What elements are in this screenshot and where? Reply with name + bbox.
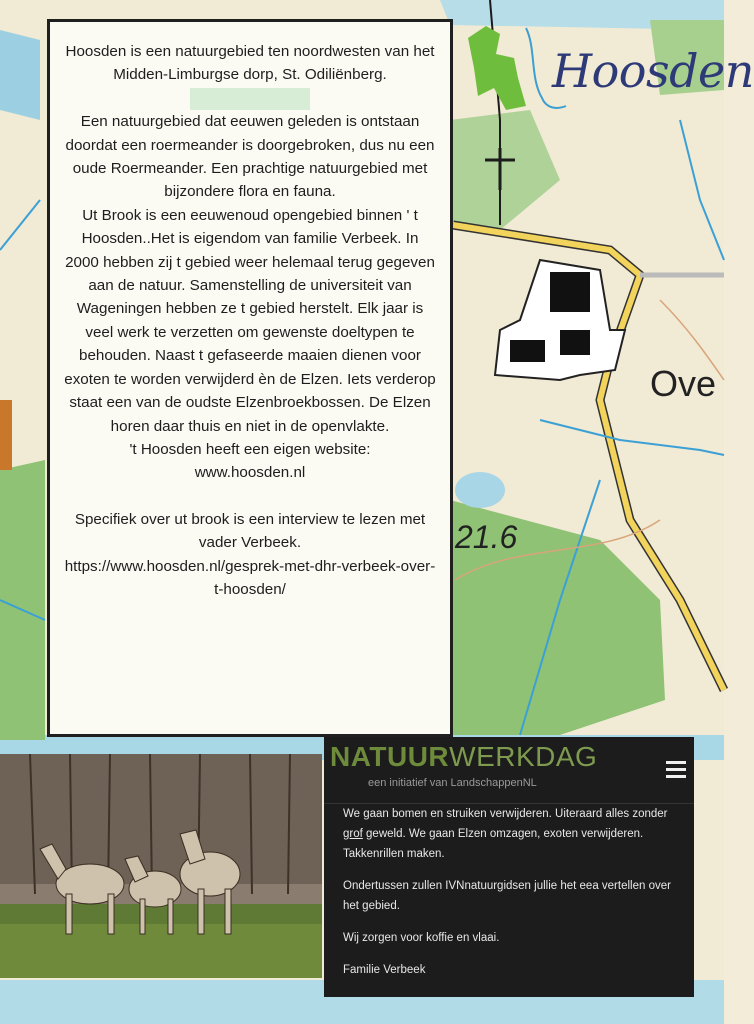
brand-tagline: een initiatief van LandschappenNL xyxy=(368,777,537,789)
logo-text: Hoosden xyxy=(552,44,754,98)
horses-photo xyxy=(0,754,322,978)
brook-paragraph: Ut Brook is een eeuwenoud opengebied binnen ' t Hoosden..Het is eigendom van familie Verbeek. In 2000 hebben zij t gebied weer helemaal terug gegeven aan de natuur. Samenstelling de universiteit van Wageningen hebben ze t gebied herstelt. Elk jaar is veel werk te verzetten om gewenste doeltypen te behouden. Naast t gefaseerde maaien dienen voor exoten te worden verwijderd èn de Elzen. Iets verderop staat een van de oudste Elzenbroekbossen. De Elzen horen daar thuis en niet in de openvlakte. xyxy=(64,206,436,435)
highlight-block xyxy=(190,88,310,110)
website-link[interactable]: www.hoosden.nl xyxy=(194,464,306,482)
hamburger-menu-icon[interactable] xyxy=(666,761,686,779)
coffee-paragraph: Wij zorgen voor koffie en vlaai. xyxy=(343,932,500,944)
interview-link[interactable]: https://www.hoosden.nl/gesprek-met-dhr-verbeek-over-t-hoosden/ xyxy=(64,557,436,598)
map-label-height: 21.6 xyxy=(455,519,518,555)
signature: Familie Verbeek xyxy=(343,964,426,976)
info-card xyxy=(47,19,453,737)
map-label-place: Ove xyxy=(650,363,717,404)
brand-part1: NATUUR xyxy=(330,741,450,772)
intro-text: Hoosden is een natuurgebied ten noordwesten van het Midden-Limburgse dorp, St. Odiliënberg. xyxy=(65,43,435,84)
brand-part2: WERKDAG xyxy=(449,741,598,772)
guides-paragraph: Ondertussen zullen IVNnatuurgidsen jullie het eea vertellen over het gebied. xyxy=(343,880,671,912)
brand-logo[interactable] xyxy=(330,741,597,773)
activities-paragraph: We gaan bomen en struiken verwijderen. Uiteraard alles zonder grof geweld. We gaan Elzen omzagen, exoten verwijderen. Takkenrillen maken. xyxy=(343,808,668,860)
underlined-word: grof xyxy=(343,828,363,840)
intro-paragraph xyxy=(64,40,436,110)
interview-paragraph: Specifiek over ut brook is een interview te lezen met vader Verbeek. xyxy=(74,510,426,552)
history-text: Een natuurgebied dat eeuwen geleden is ontstaan doordat een roermeander is doorgebroken, dus nu een oude Roermeander. Een prachtige natuurgebied met bijzondere flora en fauna. xyxy=(65,113,435,201)
panel-body xyxy=(324,804,694,980)
natuurwerkdag-panel xyxy=(324,737,694,997)
history-paragraph xyxy=(64,110,436,204)
website-intro: 't Hoosden heeft een eigen website: xyxy=(129,440,371,458)
panel-header xyxy=(324,737,694,804)
